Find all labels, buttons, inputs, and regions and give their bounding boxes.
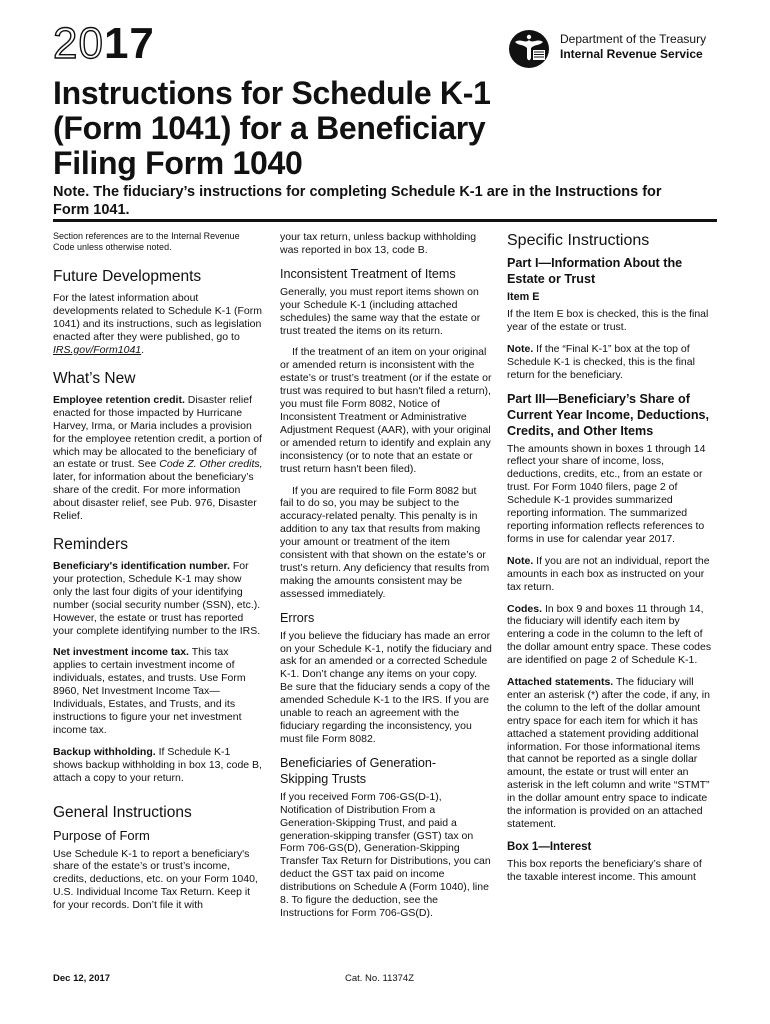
general-instructions-heading: General Instructions bbox=[53, 803, 192, 821]
attached-text: The fiduciary will enter an asterisk (*) after the code, if any, in the column to the left of the dollar amount entry space for each item for which it has attached a statement providing additional information. For those informational items that cannot be reported as a single dollar amount, the estate or trust will enter an asterisk in the left column and write “STMT” in the dollar amount entry space to indicate the information is provided on an attached statement. bbox=[507, 676, 710, 830]
backup-withholding-paragraph bbox=[53, 746, 263, 785]
fiduciary-note: Note. The fiduciary’s instructions for completing Schedule K-1 are in the Instructions for Form 1041. bbox=[53, 184, 662, 218]
purpose-of-form-text: Use Schedule K-1 to report a beneficiary's share of the estate’s or trust’s income, credits, deductions, etc. on your Form 1040, U.S. Individual Income Tax Return. Keep it for your records. Don’t file it with bbox=[53, 847, 258, 912]
final-note-run-in: Note. bbox=[507, 342, 534, 355]
inconsistent-paragraph-3: If you are required to file Form 8082 but fail to do so, you may be subject to the accuracy-related penalty. This penalty is in addition to any tax that results from making your amount or treatment of the item consistent with that shown on the estate’s or trust’s return. Any deficiency that results from making the amounts consistent may be assessed immediately. bbox=[280, 484, 490, 600]
attached-run-in: Attached statements. bbox=[507, 676, 614, 689]
agency-department: Department of the Treasury bbox=[560, 32, 707, 46]
final-k1-note bbox=[507, 343, 717, 382]
employee-retention-run-in: Employee retention credit. bbox=[53, 393, 185, 406]
future-text: For the latest information about developments related to Schedule K-1 (Form 1041) and its instructions, such as legislation enacted after they were published, go to bbox=[53, 292, 262, 344]
errors-text: If you believe the fiduciary has made an error on your Schedule K-1, notify the fiduciary and ask for an amended or a corrected Schedule K-1. Don’t change any items on your copy. Be sure that the fiduciary sends a copy of the amended Schedule K-1 to the IRS. If you are unable to reach an agreement with the fiduciary regarding the inconsistency, you must file Form 8082. bbox=[280, 629, 492, 745]
inconsistent-paragraph-2: If the treatment of an item on your original or amended return is inconsistent with the estate’s or trust’s treatment (or if the estate or trust was required to but hasn't filed a return), you must file Form 8082, Notice of Inconsistent Treatment or Administrative Adjustment Request (AAR), with your original or amended return to identify and explain any inconsistency (or to note that an estate or trust return hasn't been filed). bbox=[280, 346, 492, 475]
column-2 bbox=[280, 231, 492, 929]
header-divider bbox=[53, 219, 717, 222]
inconsistent-treatment-heading: Inconsistent Treatment of Items bbox=[280, 266, 456, 281]
attached-statements-paragraph bbox=[507, 676, 717, 831]
agency-irs: Internal Revenue Service bbox=[560, 47, 703, 61]
niit-paragraph bbox=[53, 646, 263, 736]
errors-heading: Errors bbox=[280, 610, 315, 625]
section-references: Section references are to the Internal Revenue Code unless otherwise noted. bbox=[53, 231, 240, 253]
gst-text: If you received Form 706-GS(D-1), Notification of Distribution From a Generation-Skipping Trust, and paid a generation-skipping transfer (GST) tax on Form 706-GS(D), Generation-Skipping Transfer Tax Return for Distributions, you can deduct the GST tax paid on income distributions on Schedule A (Form 1040), line 8. To figure the deduction, see the Instructions for Form 706-GS(D). bbox=[280, 790, 491, 919]
period: . bbox=[141, 344, 145, 357]
whats-new-heading: What’s New bbox=[53, 369, 136, 387]
document-title bbox=[53, 76, 573, 181]
beneficiary-id-text: For your protection, Schedule K-1 may show only the last four digits of your identifying number (social security number (SSN), etc.). However, the estate or trust has reported your complete identifying number to the IRS. bbox=[53, 560, 261, 637]
niit-text: This tax applies to certain investment income of individuals, estates, and trusts. Use Form 8960, Net Investment Income Tax—Individuals, Estates, and Trusts, and its instructions to figure your net investment income tax. bbox=[53, 646, 246, 736]
future-developments-text bbox=[53, 292, 263, 357]
final-note-text: If the “Final K-1” box at the top of Schedule K-1 is checked, this is the final return for the beneficiary. bbox=[507, 342, 695, 381]
form-year bbox=[53, 19, 155, 68]
agency-block bbox=[507, 28, 732, 70]
gst-heading: Beneficiaries of Generation-Skipping Trusts bbox=[280, 755, 437, 786]
column-1 bbox=[53, 231, 263, 921]
not-individual-text: If you are not an individual, report the amounts in each box as instructed on your tax return. bbox=[507, 554, 710, 593]
niit-run-in: Net investment income tax. bbox=[53, 646, 189, 659]
specific-instructions-heading: Specific Instructions bbox=[507, 232, 650, 249]
box-1-heading: Box 1—Interest bbox=[507, 840, 592, 853]
continued-text: your tax return, unless backup withholding was reported in box 13, code B. bbox=[280, 231, 477, 256]
employee-text-a: Disaster relief enacted for those impacted by Hurricane Harvey, Irma, or Maria includes a provision for the employee retention credit, a portion of which may be allocated to the beneficiary of an estate or trust. See bbox=[53, 393, 262, 471]
year-bold-digits: 17 bbox=[103, 19, 155, 68]
codes-run-in: Codes. bbox=[507, 602, 543, 615]
item-e-text: If the Item E box is checked, this is the final year of the estate or trust. bbox=[507, 308, 709, 333]
footer-cat-no: Cat. No. 11374Z bbox=[345, 973, 415, 984]
reminders-heading: Reminders bbox=[53, 536, 128, 553]
footer-date: Dec 12, 2017 bbox=[53, 973, 111, 984]
future-developments-heading: Future Developments bbox=[53, 268, 202, 286]
agency-text bbox=[560, 32, 706, 62]
employee-text-b: later, for information about the beneficiary’s share of the credit. For more information about disaster relief, see Pub. 976, Disaster Relief. bbox=[53, 471, 257, 523]
codes-paragraph bbox=[507, 603, 717, 668]
backup-text: If Schedule K-1 shows backup withholding in box 13, code B, attach a copy to your return. bbox=[53, 745, 262, 784]
inconsistent-paragraph-1: Generally, you must report items shown on your Schedule K-1 (including attached schedules) the same way that the estate or trust treated the items on its return. bbox=[280, 285, 481, 337]
beneficiary-id-paragraph bbox=[53, 560, 263, 637]
not-individual-run-in: Note. bbox=[507, 554, 534, 567]
part-3-heading: Part III—Beneficiary’s Share of Current Year Income, Deductions, Credits, and Other Items bbox=[507, 391, 710, 438]
beneficiary-id-run-in: Beneficiary's identification number. bbox=[53, 560, 230, 572]
irs-eagle-logo-icon bbox=[507, 28, 551, 70]
not-individual-note bbox=[507, 555, 717, 594]
year-outline-digits: 20 bbox=[53, 19, 104, 68]
item-e-heading: Item E bbox=[507, 291, 540, 303]
code-z-reference: Code Z. Other credits, bbox=[159, 458, 263, 471]
title-line-1: Instructions for Schedule K-1 bbox=[53, 75, 491, 111]
purpose-of-form-heading: Purpose of Form bbox=[53, 827, 150, 843]
column-3 bbox=[507, 231, 717, 893]
backup-run-in: Backup withholding. bbox=[53, 745, 156, 758]
irs-form1041-link[interactable]: IRS.gov/Form1041 bbox=[53, 344, 142, 357]
part-1-heading: Part I—Information About the Estate or Trust bbox=[507, 256, 683, 286]
title-line-3: Filing Form 1040 bbox=[53, 145, 303, 181]
box-1-text: This box reports the beneficiary’s share of the taxable interest income. This amount bbox=[507, 857, 702, 883]
part-3-text: The amounts shown in boxes 1 through 14 reflect your share of income, loss, deductions, credits, etc., from an estate or trust. For Form 1040 filers, page 2 of Schedule K-1 provides summarized reporting information. The summarized reporting information reflects references to forms in use for calendar year 2017. bbox=[507, 442, 706, 545]
employee-retention-paragraph bbox=[53, 394, 263, 523]
codes-text: In box 9 and boxes 11 through 14, the fiduciary will identify each item by entering a code in the column to the left of the dollar amount entry space. These codes are identified on page 2 of Schedule K-1. bbox=[507, 602, 712, 667]
title-line-2: (Form 1041) for a Beneficiary bbox=[53, 110, 486, 146]
